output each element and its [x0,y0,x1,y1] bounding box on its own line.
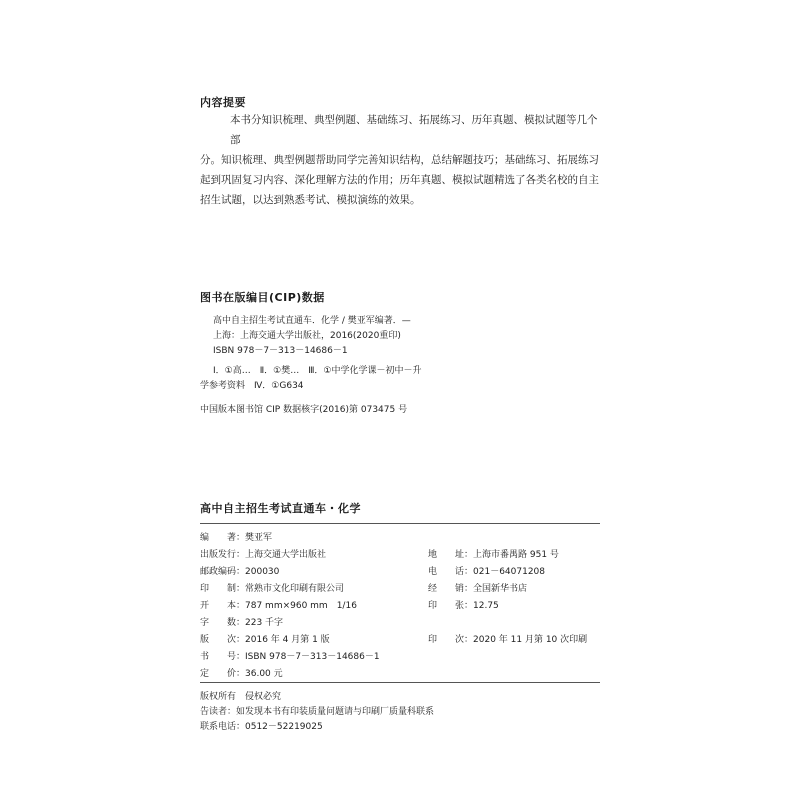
book-title: 高中自主招生考试直通车・化学 [200,502,361,515]
price-row [200,666,283,679]
title-divider [200,523,600,524]
summary-line: 起到巩固复习内容、深化理解方法的作用；历年真题、模拟试题精选了各类名校的自主 [200,174,599,186]
address-label: 地 址： [428,550,474,560]
summary-line: 分。知识梳理、典型例题帮助同学完善知识结构，总结解题技巧；基础练习、拓展练习 [200,154,599,166]
format-value: 787 mm×960 mm 1/16 [245,601,357,611]
publisher-label: 出版发行： [200,550,246,560]
cip-classification [200,364,422,394]
sheets-row [428,598,499,611]
cip-class-line: 学参考资料 Ⅳ．①G634 [200,381,304,391]
cip-heading: 图书在版编目(CIP)数据 [200,291,325,304]
cip-line: ISBN 978－7－313－14686－1 [213,346,348,356]
impression-label: 印 次： [428,635,474,645]
author-row [200,530,272,543]
phone-value: 021－64071208 [473,567,546,577]
printer-label: 印 制： [200,584,246,594]
summary-line: 本书分知识梳理、典型例题、基础练习、拓展练习、历年真题、模拟试题等几个部 [230,114,598,146]
contact-phone: 联系电话：0512－52219025 [200,722,323,732]
distributor-label: 经 销： [428,584,474,594]
impression-value: 2020 年 11 月第 10 次印刷 [473,635,588,645]
isbn-row [200,649,380,662]
format-label: 开 本： [200,601,246,611]
postcode-value: 200030 [245,567,280,577]
summary-heading: 内容提要 [200,96,246,109]
rights-reserved: 版权所有 侵权必究 [200,692,282,702]
phone-label: 电 话： [428,567,474,577]
price-value: 36.00 元 [245,669,283,679]
format-row [200,598,357,611]
edition-row [200,632,330,645]
cip-entry [213,314,411,359]
reader-notice: 告读者：如发现本书有印装质量问题请与印刷厂质量科联系 [200,707,435,717]
distributor-row [428,581,527,594]
words-row [200,615,283,628]
postcode-row [200,564,279,577]
author-label: 编 著： [200,533,246,543]
sheets-label: 印 张： [428,601,474,611]
words-value: 223 千字 [245,618,284,628]
summary-line: 招生试题，以达到熟悉考试、模拟演练的效果。 [200,194,421,206]
summary-text [200,110,600,210]
cip-line: 上海：上海交通大学出版社，2016(2020重印) [213,331,401,341]
price-label: 定 价： [200,669,246,679]
address-row [428,547,559,560]
publisher-row [200,547,326,560]
printer-row [200,581,344,594]
distributor-value: 全国新华书店 [473,584,528,594]
publisher-value: 上海交通大学出版社 [245,550,327,560]
impression-row [428,632,587,645]
author-value: 樊亚军 [245,533,273,543]
phone-row [428,564,545,577]
words-label: 字 数： [200,618,246,628]
printer-value: 常熟市文化印刷有限公司 [245,584,345,594]
cip-record-number: 中国版本图书馆 CIP 数据核字(2016)第 073475 号 [200,405,408,415]
edition-value: 2016 年 4 月第 1 版 [245,635,330,645]
rights-block [200,690,434,735]
sheets-value: 12.75 [473,601,499,611]
isbn-label: 书 号： [200,652,246,662]
address-value: 上海市番禺路 951 号 [473,550,559,560]
postcode-label: 邮政编码： [200,567,246,577]
edition-label: 版 次： [200,635,246,645]
isbn-value: ISBN 978－7－313－14686－1 [245,652,380,662]
price-divider [200,682,600,683]
cip-line: 高中自主招生考试直通车．化学 / 樊亚军编著．— [213,316,411,326]
cip-class-line: Ⅰ．①高… Ⅱ．①樊… Ⅲ．①中学化学课－初中－升 [213,366,422,376]
